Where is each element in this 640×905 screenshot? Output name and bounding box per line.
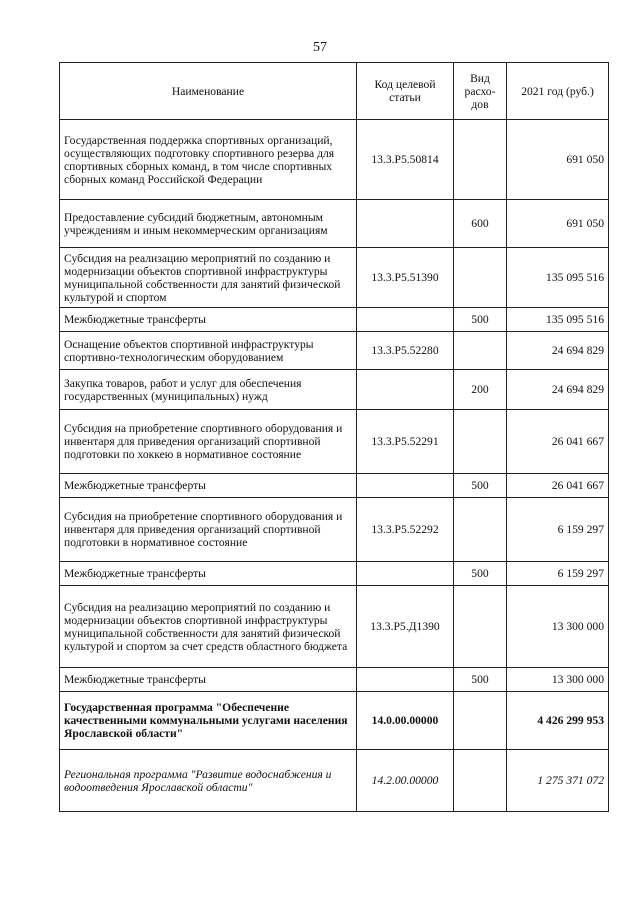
row-type-cell: 500 [454,562,507,586]
row-amount-cell: 135 095 516 [507,308,609,332]
row-code-cell: 14.2.00.00000 [357,750,454,812]
table-row [60,562,609,586]
table-row [60,410,609,474]
row-amount-cell: 6 159 297 [507,562,609,586]
table-row [60,120,609,200]
table-row [60,474,609,498]
row-type-cell: 500 [454,308,507,332]
row-name-cell: Субсидия на реализацию мероприятий по созданию и модернизации объектов спортивной инфраструктуры муниципальной собственности для занятий физической культурой и спортом за счет средств областного бюджета [60,586,357,668]
row-type-cell [454,586,507,668]
page-number: 57 [313,40,327,55]
row-name-cell: Межбюджетные трансферты [60,562,357,586]
header-name: Наименование [60,63,357,120]
row-code-cell [357,668,454,692]
header-type: Вид расхо-дов [454,63,507,120]
row-name-cell: Закупка товаров, работ и услуг для обеспечения государственных (муниципальных) нужд [60,370,357,410]
row-code-cell: 13.3.Р5.52280 [357,332,454,370]
row-amount-cell: 691 050 [507,120,609,200]
row-type-cell [454,410,507,474]
row-amount-cell: 135 095 516 [507,248,609,308]
row-name-cell: Региональная программа "Развитие водоснабжения и водоотведения Ярославской области" [60,750,357,812]
row-amount-cell: 26 041 667 [507,410,609,474]
row-code-cell: 13.3.Р5.51390 [357,248,454,308]
row-amount-cell: 13 300 000 [507,586,609,668]
row-code-cell [357,308,454,332]
row-code-cell: 13.3.Р5.52291 [357,410,454,474]
table-row [60,586,609,668]
row-type-cell: 500 [454,668,507,692]
row-type-cell [454,120,507,200]
table-row [60,200,609,248]
row-code-cell: 14.0.00.00000 [357,692,454,750]
row-type-cell: 500 [454,474,507,498]
table-row [60,668,609,692]
row-amount-cell: 691 050 [507,200,609,248]
table-row [60,370,609,410]
row-name-cell: Субсидия на приобретение спортивного оборудования и инвентаря для приведения организаций спортивной подготовки в нормативное состояние [60,498,357,562]
header-amount: 2021 год (руб.) [507,63,609,120]
table-header-row [60,63,609,120]
row-type-cell [454,692,507,750]
row-code-cell [357,562,454,586]
row-amount-cell: 24 694 829 [507,370,609,410]
table-body [60,120,609,812]
row-type-cell [454,248,507,308]
table-row [60,692,609,750]
row-name-cell: Государственная программа "Обеспечение качественными коммунальными услугами населения Ярославской области" [60,692,357,750]
row-code-cell: 13.3.Р5.50814 [357,120,454,200]
row-name-cell: Межбюджетные трансферты [60,668,357,692]
row-name-cell: Межбюджетные трансферты [60,474,357,498]
table-row [60,248,609,308]
row-name-cell: Государственная поддержка спортивных организаций, осуществляющих подготовку спортивного резерва для спортивных сборных команд, в том числе спортивных сборных команд Российской Федерации [60,120,357,200]
table-row [60,498,609,562]
row-code-cell [357,200,454,248]
row-name-cell: Субсидия на реализацию мероприятий по созданию и модернизации объектов спортивной инфраструктуры муниципальной собственности для занятий физической культурой и спортом [60,248,357,308]
row-type-cell: 200 [454,370,507,410]
table-row [60,308,609,332]
header-code: Код целевой статьи [357,63,454,120]
row-amount-cell: 6 159 297 [507,498,609,562]
row-amount-cell: 13 300 000 [507,668,609,692]
row-name-cell: Оснащение объектов спортивной инфраструктуры спортивно-технологическим оборудованием [60,332,357,370]
row-type-cell [454,332,507,370]
row-amount-cell: 24 694 829 [507,332,609,370]
row-code-cell [357,370,454,410]
row-code-cell: 13.3.Р5.Д1390 [357,586,454,668]
table-row [60,750,609,812]
row-type-cell: 600 [454,200,507,248]
row-name-cell: Субсидия на приобретение спортивного оборудования и инвентаря для приведения организаций спортивной подготовки по хоккею в нормативное состояние [60,410,357,474]
row-code-cell: 13.3.Р5.52292 [357,498,454,562]
row-name-cell: Межбюджетные трансферты [60,308,357,332]
row-amount-cell: 26 041 667 [507,474,609,498]
row-type-cell [454,498,507,562]
table-row [60,332,609,370]
row-amount-cell: 4 426 299 953 [507,692,609,750]
row-name-cell: Предоставление субсидий бюджетным, автономным учреждениям и иным некоммерческим организациям [60,200,357,248]
row-type-cell [454,750,507,812]
row-amount-cell: 1 275 371 072 [507,750,609,812]
budget-table [59,62,609,812]
row-code-cell [357,474,454,498]
